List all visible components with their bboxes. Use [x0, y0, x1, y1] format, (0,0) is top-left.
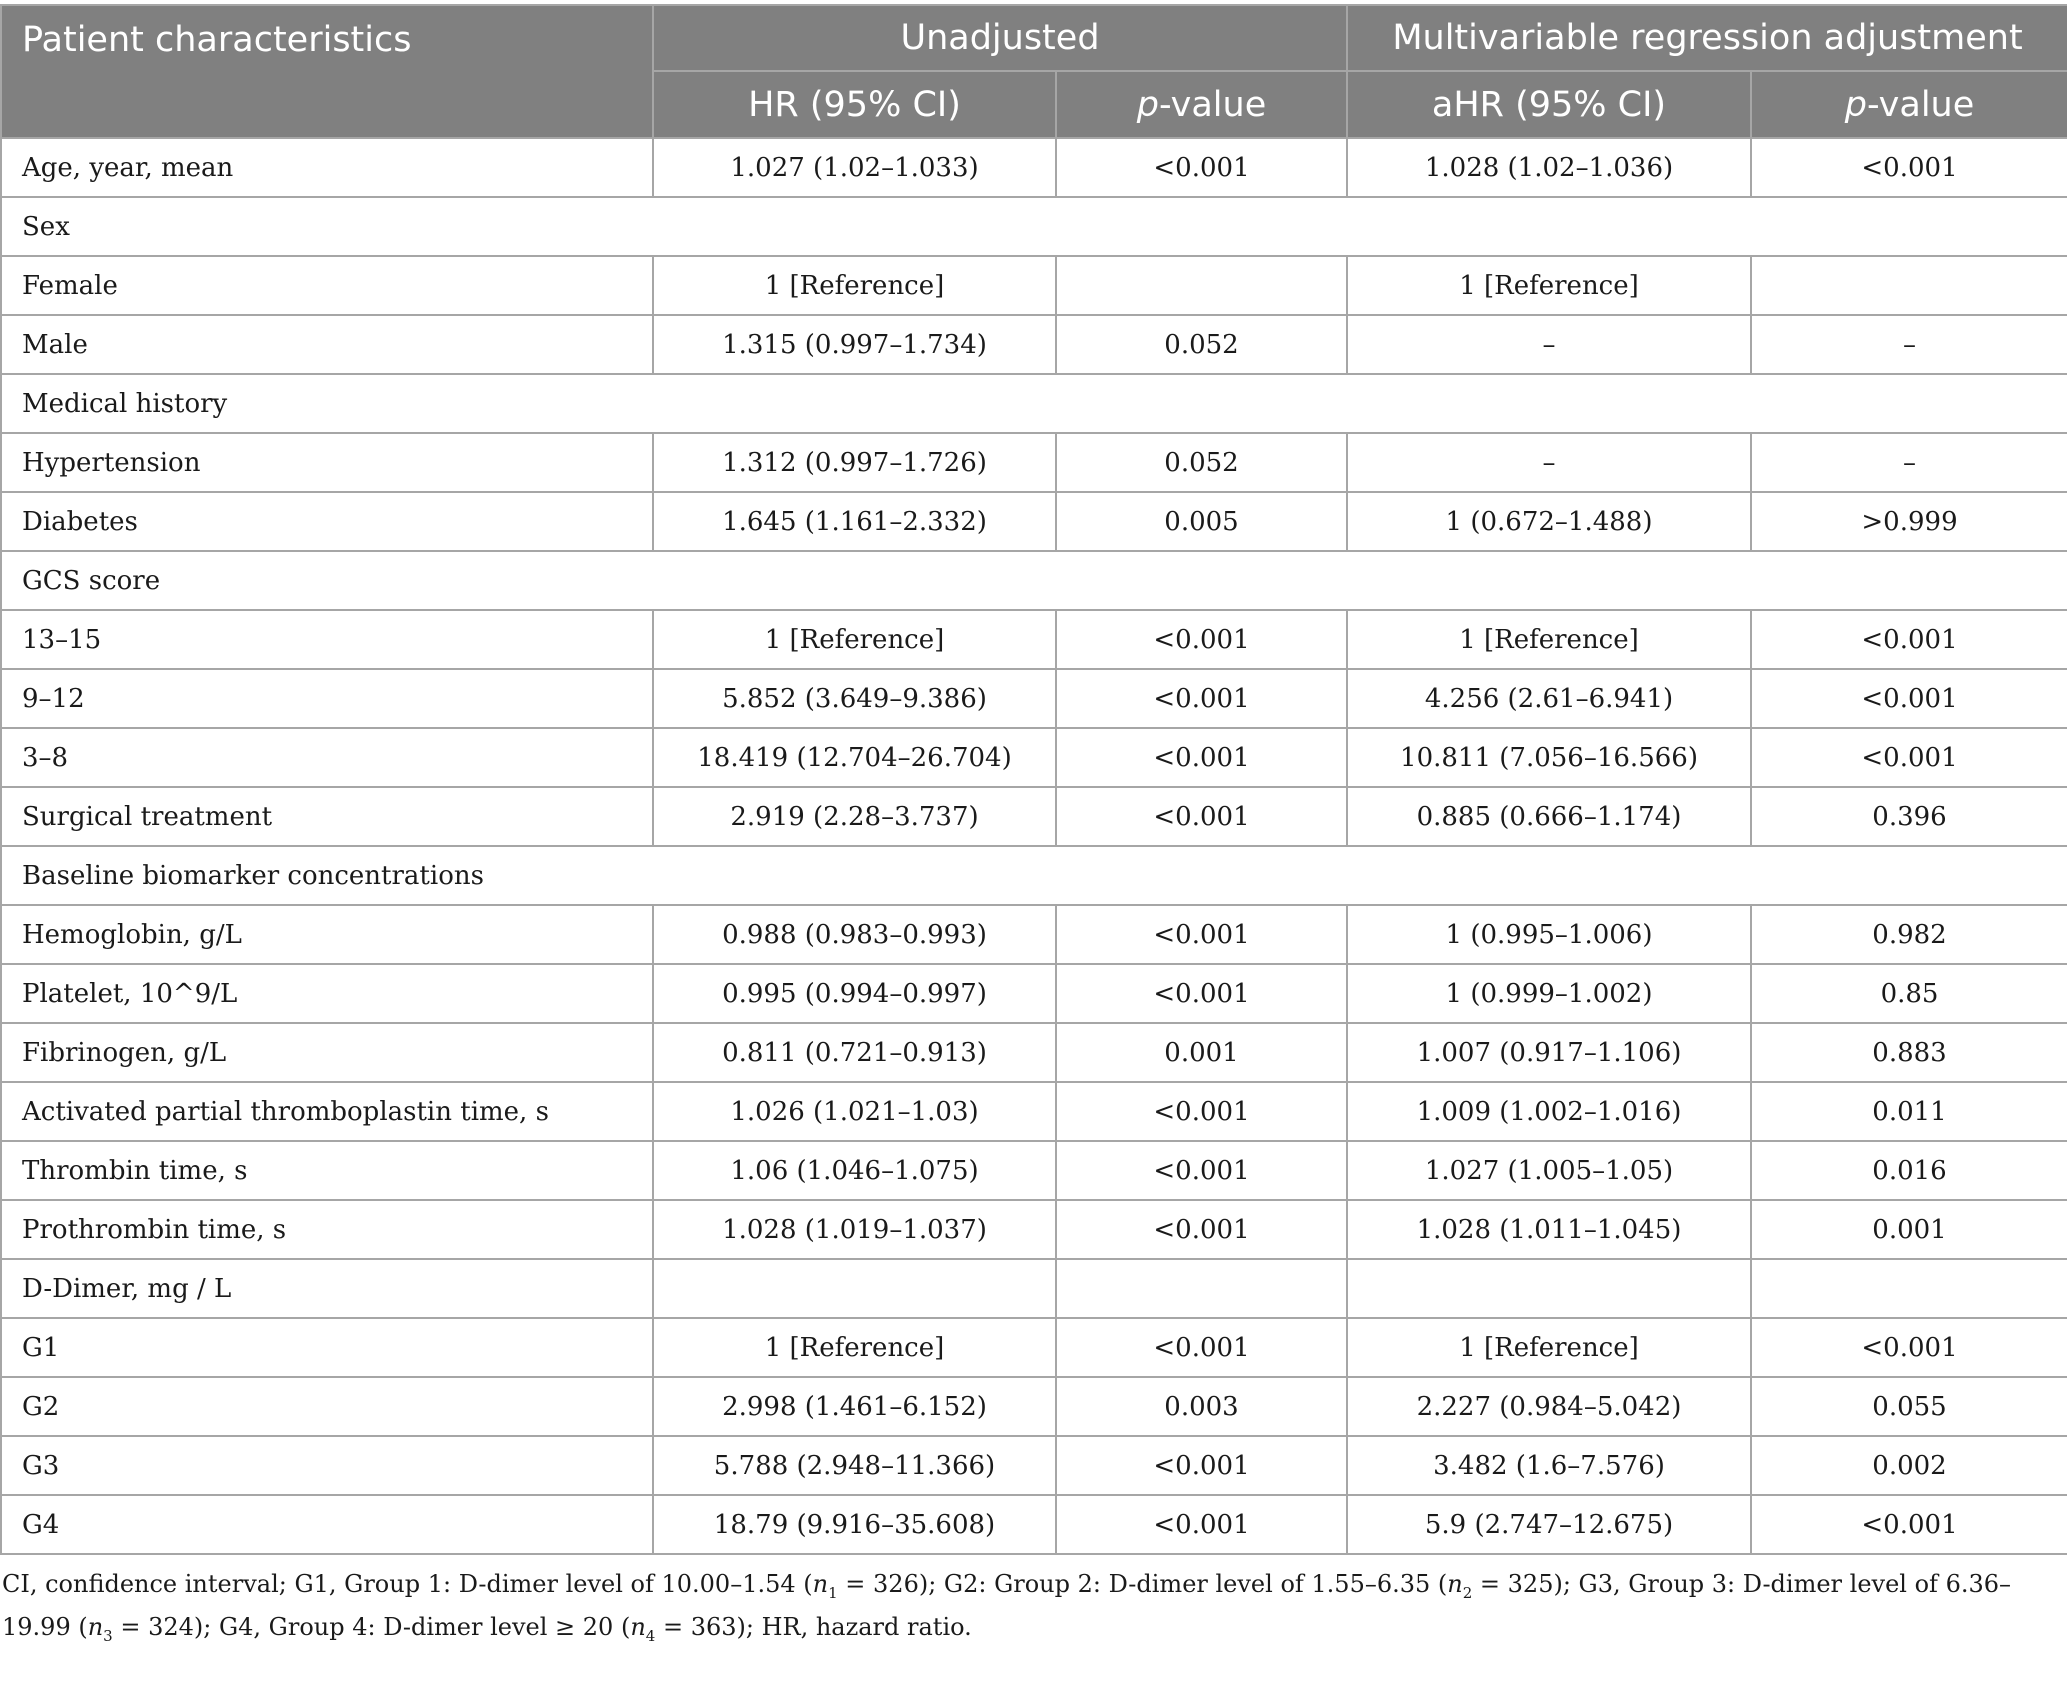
- adjusted-p-value-cell: 0.85: [1751, 964, 2067, 1023]
- p-value-cell: <0.001: [1056, 138, 1347, 197]
- adjusted-p-value-cell: <0.001: [1751, 1318, 2067, 1377]
- row-label: Diabetes: [1, 492, 653, 551]
- header-unadjusted: Unadjusted: [653, 5, 1347, 71]
- hr-cell: 1.312 (0.997–1.726): [653, 433, 1056, 492]
- table-row: [1, 433, 2067, 492]
- table-row: [1, 1495, 2067, 1554]
- p-value-cell: <0.001: [1056, 1082, 1347, 1141]
- hr-cell: 1 [Reference]: [653, 256, 1056, 315]
- table-row: [1, 1259, 2067, 1318]
- p-value-cell: 0.005: [1056, 492, 1347, 551]
- hr-cell: 1 [Reference]: [653, 1318, 1056, 1377]
- adjusted-p-value-cell: <0.001: [1751, 669, 2067, 728]
- hr-cell: 0.811 (0.721–0.913): [653, 1023, 1056, 1082]
- footnote-n2-sub: 2: [1462, 1583, 1473, 1602]
- ahr-cell: 1 [Reference]: [1347, 610, 1751, 669]
- section-row: [1, 374, 2067, 433]
- p-value-cell: <0.001: [1056, 1318, 1347, 1377]
- adjusted-p-value-cell: 0.982: [1751, 905, 2067, 964]
- hr-cell: 2.919 (2.28–3.737): [653, 787, 1056, 846]
- footnote-n4-var: n: [630, 1612, 646, 1641]
- table-row: [1, 669, 2067, 728]
- table-row: [1, 138, 2067, 197]
- header-p-value: [1056, 71, 1347, 138]
- table-row: [1, 787, 2067, 846]
- table-body: [1, 138, 2067, 1554]
- p-value-cell: <0.001: [1056, 669, 1347, 728]
- adjusted-p-value-cell: 0.396: [1751, 787, 2067, 846]
- table-row: [1, 1318, 2067, 1377]
- table-container: [0, 4, 2067, 1653]
- footnote-n1-var: n: [812, 1570, 829, 1598]
- adjusted-p-value-cell: <0.001: [1751, 1495, 2067, 1554]
- hr-cell: 0.988 (0.983–0.993): [653, 905, 1056, 964]
- header-p-italic: p: [1136, 84, 1159, 125]
- table-row: [1, 1141, 2067, 1200]
- hr-cell: 1.315 (0.997–1.734): [653, 315, 1056, 374]
- row-label: Male: [1, 315, 653, 374]
- table-row: [1, 1023, 2067, 1082]
- adjusted-p-value-cell: 0.055: [1751, 1377, 2067, 1436]
- header-p-suffix: -value: [1158, 84, 1267, 125]
- p-value-cell: <0.001: [1056, 787, 1347, 846]
- section-label: Sex: [1, 197, 2067, 256]
- header-patient-characteristics: Patient characteristics: [1, 5, 653, 138]
- footnote-n1-sub: 1: [828, 1583, 838, 1602]
- header-adjusted-p-suffix: -value: [1866, 84, 1975, 125]
- ahr-cell: 0.885 (0.666–1.174): [1347, 787, 1751, 846]
- section-label: Baseline biomarker concentrations: [1, 846, 2067, 905]
- row-label: Activated partial thromboplastin time, s: [1, 1082, 653, 1141]
- p-value-cell: [1056, 256, 1347, 315]
- ahr-cell: 1.009 (1.002–1.016): [1347, 1082, 1751, 1141]
- p-value-cell: <0.001: [1056, 1200, 1347, 1259]
- ahr-cell: [1347, 1259, 1751, 1318]
- footnote-text-2: = 326); G2: Group 2: D-dimer level of 1.55–6.35 (: [837, 1570, 1448, 1598]
- hr-cell: 1.028 (1.019–1.037): [653, 1200, 1056, 1259]
- p-value-cell: <0.001: [1056, 610, 1347, 669]
- hr-cell: 5.852 (3.649–9.386): [653, 669, 1056, 728]
- ahr-cell: 1.028 (1.011–1.045): [1347, 1200, 1751, 1259]
- row-label: Hemoglobin, g/L: [1, 905, 653, 964]
- hr-cell: 18.79 (9.916–35.608): [653, 1495, 1056, 1554]
- ahr-cell: 4.256 (2.61–6.941): [1347, 669, 1751, 728]
- table-row: [1, 256, 2067, 315]
- hr-cell: 1.645 (1.161–2.332): [653, 492, 1056, 551]
- adjusted-p-value-cell: –: [1751, 315, 2067, 374]
- hr-cell: 1.026 (1.021–1.03): [653, 1082, 1056, 1141]
- ahr-cell: 1.027 (1.005–1.05): [1347, 1141, 1751, 1200]
- footnote-text-5: = 363); HR, hazard ratio.: [655, 1612, 972, 1641]
- row-label: Female: [1, 256, 653, 315]
- row-label: G4: [1, 1495, 653, 1554]
- row-label: Prothrombin time, s: [1, 1200, 653, 1259]
- section-row: [1, 197, 2067, 256]
- ahr-cell: 1 [Reference]: [1347, 1318, 1751, 1377]
- hr-cell: 1.027 (1.02–1.033): [653, 138, 1056, 197]
- footnote-n4-sub: 4: [645, 1626, 656, 1645]
- p-value-cell: 0.003: [1056, 1377, 1347, 1436]
- ahr-cell: 1 (0.999–1.002): [1347, 964, 1751, 1023]
- row-label: D-Dimer, mg / L: [1, 1259, 653, 1318]
- table-row: [1, 1082, 2067, 1141]
- adjusted-p-value-cell: 0.002: [1751, 1436, 2067, 1495]
- hr-cell: 5.788 (2.948–11.366): [653, 1436, 1056, 1495]
- adjusted-p-value-cell: [1751, 256, 2067, 315]
- adjusted-p-value-cell: <0.001: [1751, 610, 2067, 669]
- ahr-cell: 1.028 (1.02–1.036): [1347, 138, 1751, 197]
- header-adjusted-p-value: [1751, 71, 2067, 138]
- ahr-cell: 1 (0.995–1.006): [1347, 905, 1751, 964]
- p-value-cell: 0.001: [1056, 1023, 1347, 1082]
- ahr-cell: 10.811 (7.056–16.566): [1347, 728, 1751, 787]
- adjusted-p-value-cell: 0.883: [1751, 1023, 2067, 1082]
- footnote-n3-sub: 3: [103, 1626, 113, 1645]
- row-label: Thrombin time, s: [1, 1141, 653, 1200]
- footnote-n3-var: n: [87, 1612, 104, 1641]
- table-footnote: [0, 1555, 2056, 1653]
- ahr-cell: 2.227 (0.984–5.042): [1347, 1377, 1751, 1436]
- table-row: [1, 1436, 2067, 1495]
- ahr-cell: 1 (0.672–1.488): [1347, 492, 1751, 551]
- p-value-cell: 0.052: [1056, 433, 1347, 492]
- adjusted-p-value-cell: [1751, 1259, 2067, 1318]
- row-label: Age, year, mean: [1, 138, 653, 197]
- row-label: 9–12: [1, 669, 653, 728]
- p-value-cell: 0.052: [1056, 315, 1347, 374]
- row-label: G1: [1, 1318, 653, 1377]
- table-row: [1, 1377, 2067, 1436]
- row-label: G3: [1, 1436, 653, 1495]
- hr-cell: 1.06 (1.046–1.075): [653, 1141, 1056, 1200]
- p-value-cell: <0.001: [1056, 728, 1347, 787]
- hr-cell: [653, 1259, 1056, 1318]
- p-value-cell: [1056, 1259, 1347, 1318]
- table-row: [1, 964, 2067, 1023]
- adjusted-p-value-cell: 0.001: [1751, 1200, 2067, 1259]
- table-row: [1, 315, 2067, 374]
- header-hr: HR (95% CI): [653, 71, 1056, 138]
- header-adjusted-p-italic: p: [1844, 84, 1867, 125]
- hr-cell: 1 [Reference]: [653, 610, 1056, 669]
- row-label: Hypertension: [1, 433, 653, 492]
- table-row: [1, 728, 2067, 787]
- table-header: [1, 5, 2067, 138]
- section-label: Medical history: [1, 374, 2067, 433]
- hr-cell: 0.995 (0.994–0.997): [653, 964, 1056, 1023]
- row-label: 3–8: [1, 728, 653, 787]
- ahr-cell: –: [1347, 315, 1751, 374]
- ahr-cell: 3.482 (1.6–7.576): [1347, 1436, 1751, 1495]
- row-label: Platelet, 10^9/L: [1, 964, 653, 1023]
- ahr-cell: 1.007 (0.917–1.106): [1347, 1023, 1751, 1082]
- row-label: Fibrinogen, g/L: [1, 1023, 653, 1082]
- p-value-cell: <0.001: [1056, 1495, 1347, 1554]
- p-value-cell: <0.001: [1056, 1436, 1347, 1495]
- results-table: [0, 4, 2067, 1555]
- adjusted-p-value-cell: –: [1751, 433, 2067, 492]
- adjusted-p-value-cell: 0.016: [1751, 1141, 2067, 1200]
- footnote-text-1: CI, confidence interval; G1, Group 1: D-dimer level of 10.00–1.54 (: [2, 1570, 813, 1598]
- footnote-text-3: = 325); G3, Group 3: D-dimer level of 6.36–19.99 (: [2, 1570, 2012, 1641]
- section-label: GCS score: [1, 551, 2067, 610]
- adjusted-p-value-cell: 0.011: [1751, 1082, 2067, 1141]
- ahr-cell: –: [1347, 433, 1751, 492]
- p-value-cell: <0.001: [1056, 1141, 1347, 1200]
- adjusted-p-value-cell: >0.999: [1751, 492, 2067, 551]
- ahr-cell: 1 [Reference]: [1347, 256, 1751, 315]
- hr-cell: 2.998 (1.461–6.152): [653, 1377, 1056, 1436]
- hr-cell: 18.419 (12.704–26.704): [653, 728, 1056, 787]
- table-row: [1, 1200, 2067, 1259]
- ahr-cell: 5.9 (2.747–12.675): [1347, 1495, 1751, 1554]
- table-row: [1, 905, 2067, 964]
- adjusted-p-value-cell: <0.001: [1751, 138, 2067, 197]
- row-label: Surgical treatment: [1, 787, 653, 846]
- table-row: [1, 492, 2067, 551]
- footnote-n2-var: n: [1447, 1570, 1463, 1598]
- adjusted-p-value-cell: <0.001: [1751, 728, 2067, 787]
- footnote-text-4: = 324); G4, Group 4: D-dimer level ≥ 20 (: [112, 1612, 631, 1641]
- p-value-cell: <0.001: [1056, 905, 1347, 964]
- p-value-cell: <0.001: [1056, 964, 1347, 1023]
- table-row: [1, 610, 2067, 669]
- section-row: [1, 551, 2067, 610]
- header-ahr: aHR (95% CI): [1347, 71, 1751, 138]
- header-adjusted: Multivariable regression adjustment: [1347, 5, 2067, 71]
- row-label: 13–15: [1, 610, 653, 669]
- section-row: [1, 846, 2067, 905]
- row-label: G2: [1, 1377, 653, 1436]
